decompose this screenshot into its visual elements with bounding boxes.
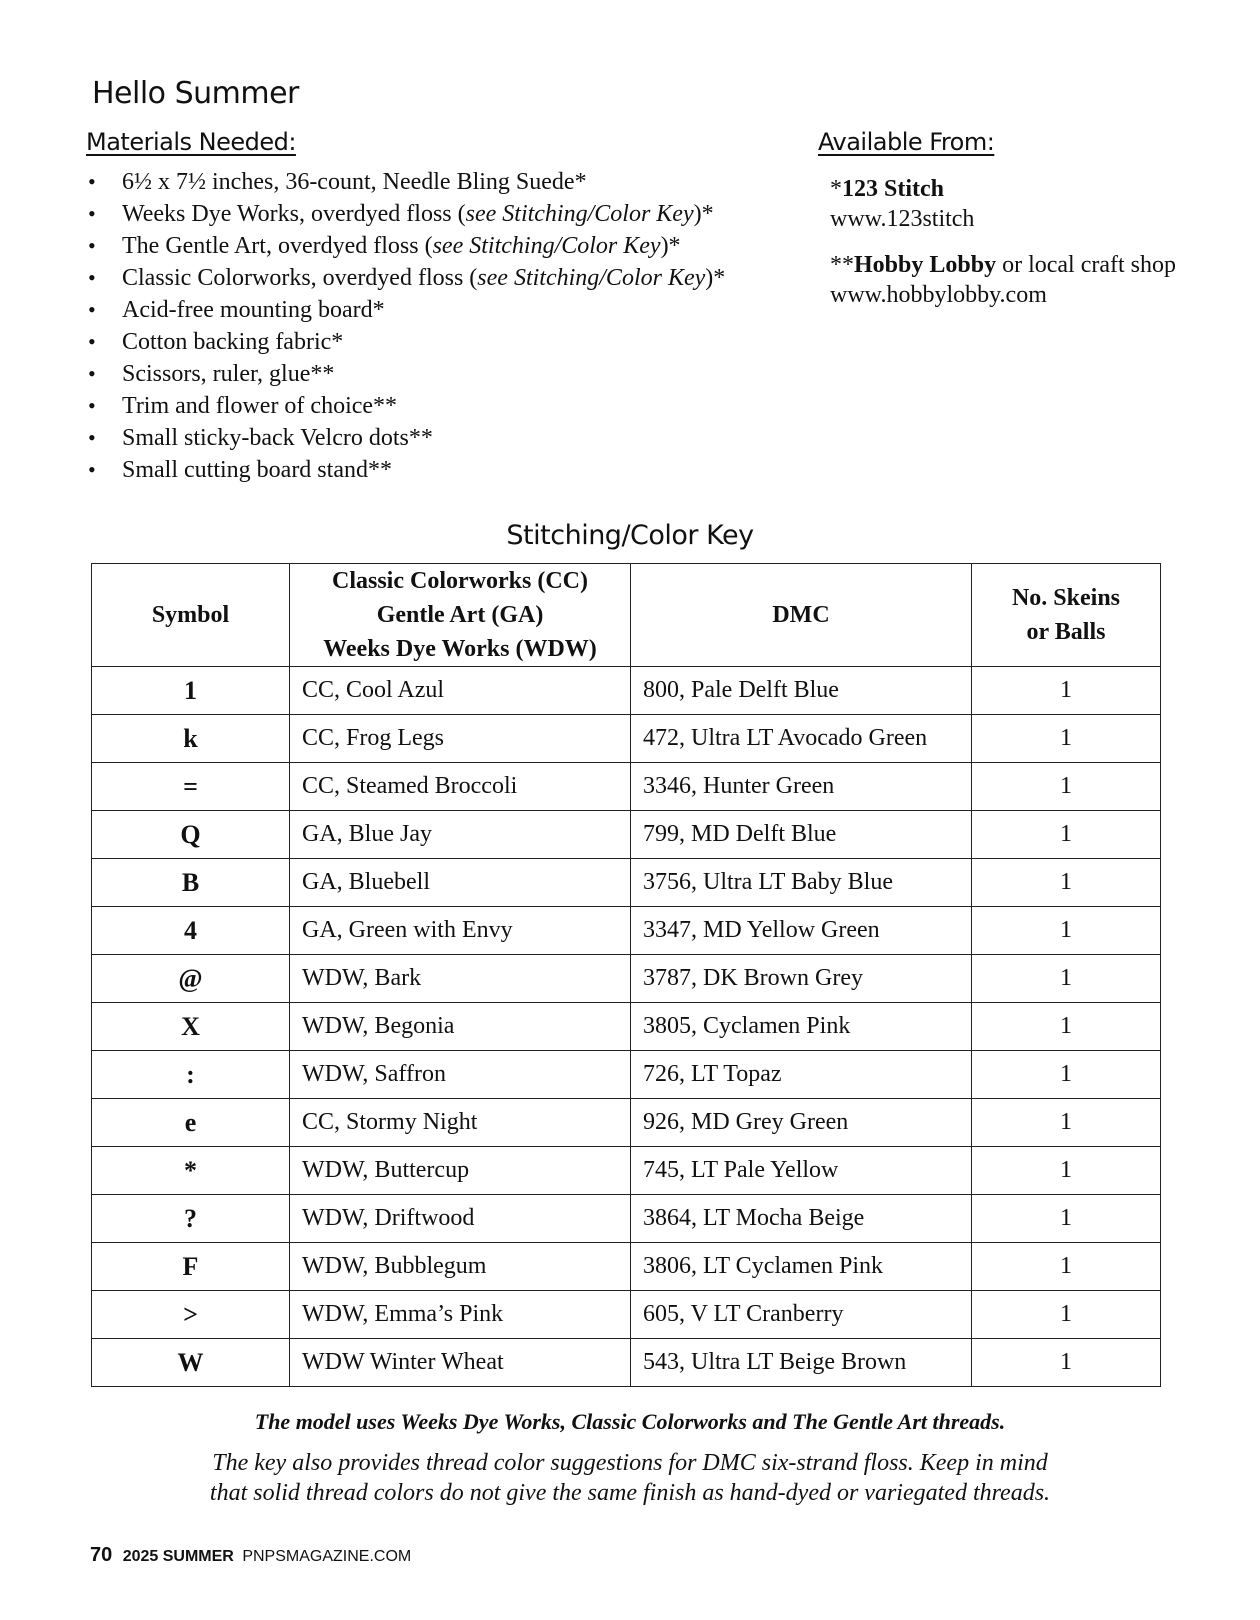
thread-cell: WDW, Bubblegum [290, 1243, 631, 1291]
thread-cell: GA, Bluebell [290, 859, 631, 907]
material-note: see Stitching/Color Key [465, 201, 694, 227]
dmc-cell: 3347, MD Yellow Green [631, 907, 972, 955]
available-from-heading: Available From: [818, 128, 995, 156]
table-row [92, 763, 1161, 811]
page-title: Hello Summer [92, 76, 299, 111]
materials-section [86, 128, 786, 486]
thread-cell: CC, Frog Legs [290, 715, 631, 763]
dmc-cell: 800, Pale Delft Blue [631, 667, 972, 715]
symbol-cell: F [92, 1243, 290, 1291]
symbol-cell: * [92, 1147, 290, 1195]
material-item [86, 454, 786, 486]
table-row [92, 1291, 1161, 1339]
material-text: Trim and flower of choice** [122, 393, 398, 419]
symbol-cell: : [92, 1051, 290, 1099]
symbol-cell: = [92, 763, 290, 811]
table-row [92, 715, 1161, 763]
symbol-cell: 1 [92, 667, 290, 715]
dmc-cell: 3787, DK Brown Grey [631, 955, 972, 1003]
count-cell: 1 [972, 715, 1161, 763]
material-item [86, 326, 786, 358]
material-item [86, 358, 786, 390]
table-row [92, 1147, 1161, 1195]
skeins-header [972, 564, 1161, 667]
symbol-cell: @ [92, 955, 290, 1003]
table-row [92, 1243, 1161, 1291]
material-text: Classic Colorworks, overdyed floss ( [122, 265, 478, 291]
table-row [92, 1099, 1161, 1147]
count-cell: 1 [972, 1243, 1161, 1291]
table-row [92, 1339, 1161, 1387]
dmc-header: DMC [631, 564, 972, 667]
page-footer [90, 1544, 411, 1567]
thread-cell: WDW, Driftwood [290, 1195, 631, 1243]
count-cell: 1 [972, 667, 1161, 715]
thread-header [290, 564, 631, 667]
thread-cell: WDW, Emma’s Pink [290, 1291, 631, 1339]
thread-cell: WDW, Saffron [290, 1051, 631, 1099]
thread-cell: CC, Steamed Broccoli [290, 763, 631, 811]
symbol-header: Symbol [92, 564, 290, 667]
material-item [86, 390, 786, 422]
symbol-cell: e [92, 1099, 290, 1147]
table-row [92, 859, 1161, 907]
dmc-cell: 745, LT Pale Yellow [631, 1147, 972, 1195]
table-row [92, 1051, 1161, 1099]
material-item [86, 230, 786, 262]
material-text: Small cutting board stand** [122, 457, 392, 483]
material-suffix: )* [660, 233, 681, 259]
dmc-cell: 3756, Ultra LT Baby Blue [631, 859, 972, 907]
materials-heading: Materials Needed: [86, 128, 296, 156]
material-suffix: )* [705, 265, 726, 291]
symbol-cell: > [92, 1291, 290, 1339]
material-text: Cotton backing fabric* [122, 329, 344, 355]
table-row [92, 667, 1161, 715]
dmc-cell: 3805, Cyclamen Pink [631, 1003, 972, 1051]
source-list [818, 174, 1238, 310]
thread-cell: WDW, Buttercup [290, 1147, 631, 1195]
color-key-body [92, 667, 1161, 1387]
count-cell: 1 [972, 907, 1161, 955]
thread-cell: GA, Blue Jay [290, 811, 631, 859]
source-name: 123 Stitch [842, 176, 944, 202]
magazine-site: PNPSMAGAZINE.COM [242, 1548, 412, 1565]
dmc-cell: 926, MD Grey Green [631, 1099, 972, 1147]
material-note: see Stitching/Color Key [432, 233, 661, 259]
symbol-cell: Q [92, 811, 290, 859]
symbol-cell: k [92, 715, 290, 763]
symbol-cell: ? [92, 1195, 290, 1243]
material-item [86, 166, 786, 198]
source-note: or local craft shop [996, 252, 1177, 278]
count-cell: 1 [972, 1051, 1161, 1099]
material-item [86, 262, 786, 294]
source-url: www.hobbylobby.com [830, 282, 1047, 308]
material-note: see Stitching/Color Key [477, 265, 706, 291]
thread-cell: WDW, Bark [290, 955, 631, 1003]
available-from-section [818, 128, 1238, 326]
material-text: The Gentle Art, overdyed floss ( [122, 233, 433, 259]
dmc-cell: 726, LT Topaz [631, 1051, 972, 1099]
material-text: 6½ x 7½ inches, 36-count, Needle Bling Suede* [122, 169, 587, 195]
count-cell: 1 [972, 1147, 1161, 1195]
count-cell: 1 [972, 1291, 1161, 1339]
source-name: Hobby Lobby [854, 252, 997, 278]
material-text: Scissors, ruler, glue** [122, 361, 335, 387]
color-key-title: Stitching/Color Key [506, 520, 754, 551]
material-item [86, 198, 786, 230]
count-cell: 1 [972, 1099, 1161, 1147]
model-thread-note: The model uses Weeks Dye Works, Classic Colorworks and The Gentle Art threads. [254, 1409, 1006, 1434]
table-header-row [92, 564, 1161, 667]
table-row [92, 1195, 1161, 1243]
thread-cell: CC, Cool Azul [290, 667, 631, 715]
dmc-cell: 3864, LT Mocha Beige [631, 1195, 972, 1243]
dmc-cell: 799, MD Delft Blue [631, 811, 972, 859]
material-item [86, 294, 786, 326]
count-cell: 1 [972, 811, 1161, 859]
dmc-suggestion-note: The key also provides thread color suggestions for DMC six-strand floss. Keep in mind that solid thread colors do not give the same finish as hand-dyed or variegated threads. [209, 1450, 1051, 1506]
source-item [830, 174, 1238, 234]
dmc-cell: 605, V LT Cranberry [631, 1291, 972, 1339]
thread-cell: WDW, Begonia [290, 1003, 631, 1051]
table-row [92, 955, 1161, 1003]
count-cell: 1 [972, 1003, 1161, 1051]
page-number: 70 [90, 1544, 113, 1566]
thread-cell: WDW Winter Wheat [290, 1339, 631, 1387]
symbol-cell: B [92, 859, 290, 907]
count-cell: 1 [972, 955, 1161, 1003]
skeins-header-line: No. Skeins [1011, 585, 1121, 611]
dmc-cell: 3346, Hunter Green [631, 763, 972, 811]
dmc-cell: 472, Ultra LT Avocado Green [631, 715, 972, 763]
symbol-cell: X [92, 1003, 290, 1051]
materials-list [86, 166, 786, 486]
symbol-cell: 4 [92, 907, 290, 955]
dmc-cell: 543, Ultra LT Beige Brown [631, 1339, 972, 1387]
thread-header-line: Gentle Art (GA) [376, 602, 544, 628]
count-cell: 1 [972, 1195, 1161, 1243]
count-cell: 1 [972, 859, 1161, 907]
table-row [92, 811, 1161, 859]
skeins-header-line: or Balls [1026, 619, 1106, 645]
material-text: Small sticky-back Velcro dots** [122, 425, 433, 451]
material-item [86, 422, 786, 454]
symbol-cell: W [92, 1339, 290, 1387]
source-item [830, 250, 1238, 310]
issue-label: 2025 SUMMER [122, 1548, 234, 1565]
thread-cell: GA, Green with Envy [290, 907, 631, 955]
table-row [92, 1003, 1161, 1051]
count-cell: 1 [972, 763, 1161, 811]
source-marker: ** [830, 252, 854, 278]
material-text: Weeks Dye Works, overdyed floss ( [122, 201, 466, 227]
count-cell: 1 [972, 1339, 1161, 1387]
source-url: www.123stitch [830, 206, 975, 232]
dmc-cell: 3806, LT Cyclamen Pink [631, 1243, 972, 1291]
thread-cell: CC, Stormy Night [290, 1099, 631, 1147]
material-text: Acid-free mounting board* [122, 297, 385, 323]
material-suffix: )* [693, 201, 714, 227]
color-key-table [91, 563, 1161, 1387]
thread-header-line: Classic Colorworks (CC) [332, 568, 588, 594]
thread-header-line: Weeks Dye Works (WDW) [323, 636, 597, 662]
source-marker: * [830, 176, 842, 202]
table-row [92, 907, 1161, 955]
